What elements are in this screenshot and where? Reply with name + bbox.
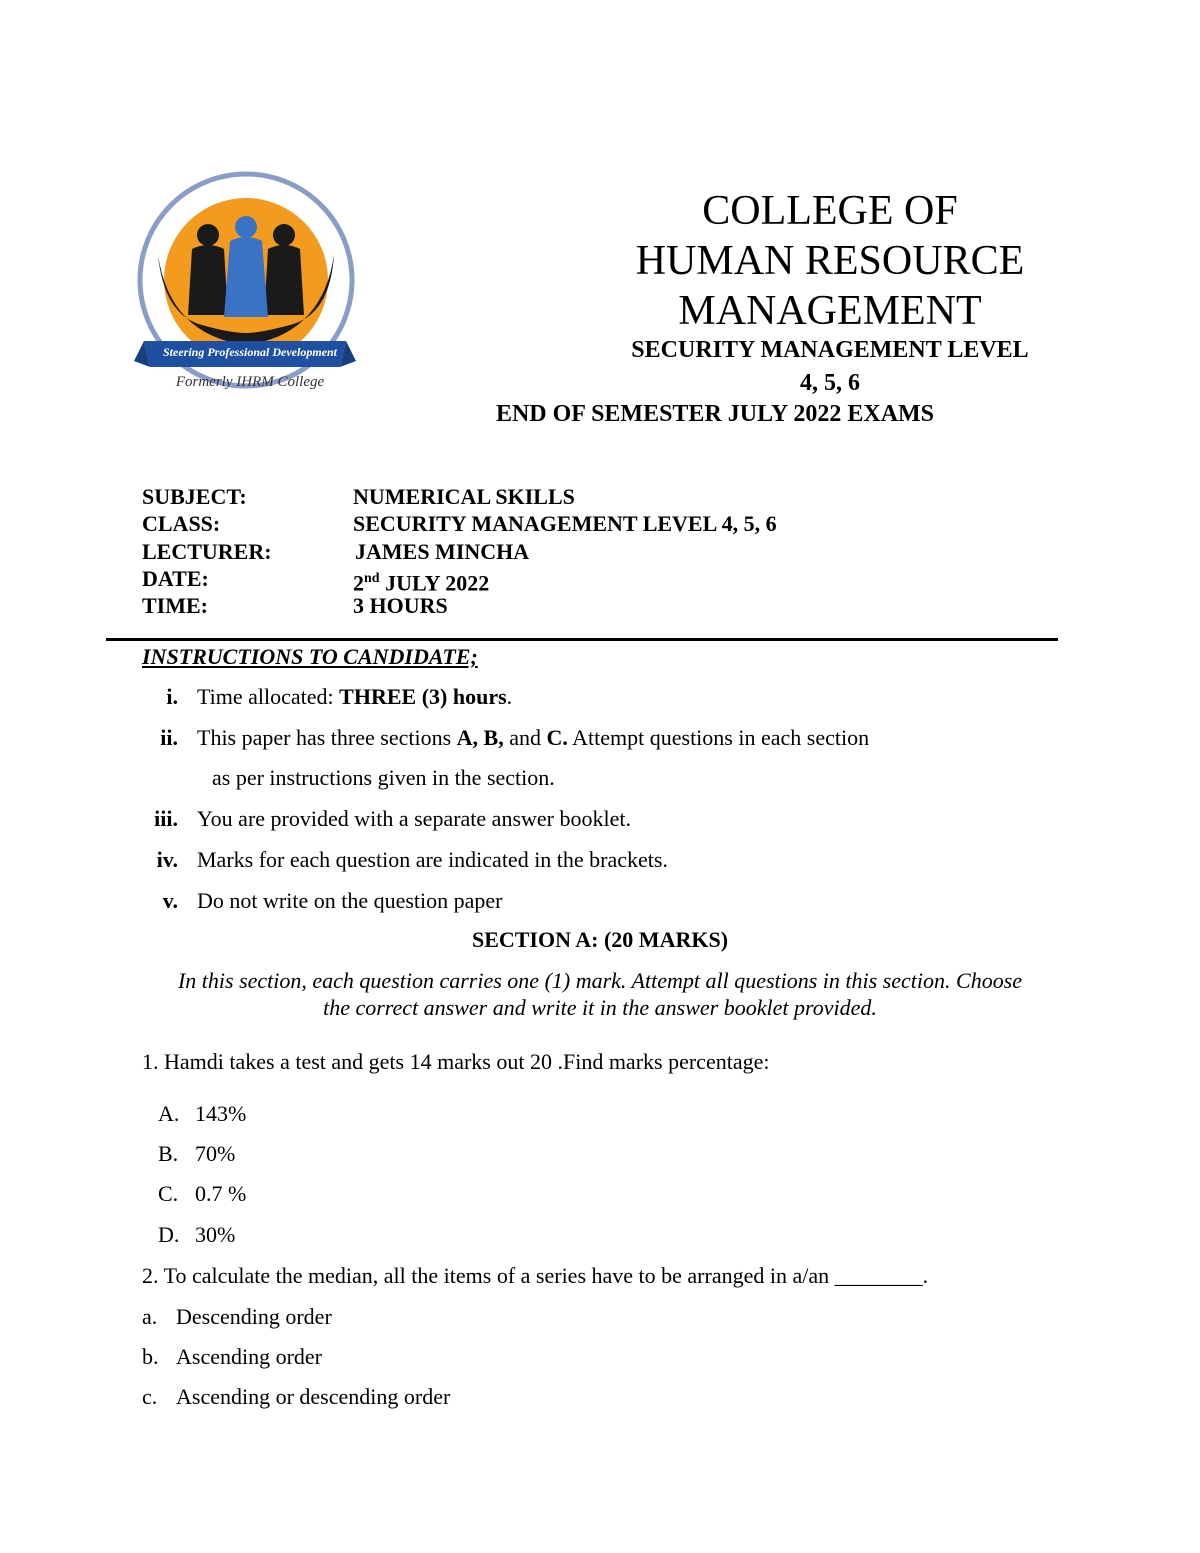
instruction-number: ii. [160,725,178,750]
college-title-line-2: HUMAN RESOURCE [635,238,1025,284]
instruction-item: You are provided with a separate answer booklet. [197,806,631,831]
instruction-number: i. [166,684,178,709]
option-text: 30% [195,1222,236,1247]
option-letter: c. [142,1384,158,1409]
instruction-item: This paper has three sections A, B, and C. Attempt questions in each section [197,725,870,750]
date-rest: JULY 2022 [379,570,490,596]
subject-value: NUMERICAL SKILLS [353,484,575,509]
college-logo [130,165,360,400]
option-letter: D. [158,1222,180,1247]
option-text: Ascending order [176,1344,323,1369]
option-text: 143% [195,1101,247,1126]
program-line-1: SECURITY MANAGEMENT LEVEL [631,337,1029,363]
option-text: Ascending or descending order [176,1384,451,1409]
option-letter: b. [142,1344,159,1369]
subject-label: SUBJECT: [142,484,247,509]
question-1-text: 1. Hamdi takes a test and gets 14 marks out 20 .Find marks percentage: [142,1049,770,1074]
header-divider [106,638,1058,641]
date-label: DATE: [142,566,209,591]
logo-ribbon-text: Steering Professional Development [163,345,337,359]
section-note-line: the correct answer and write it in the answer booklet provided. [323,995,877,1020]
time-label: TIME: [142,593,208,618]
class-value: SECURITY MANAGEMENT LEVEL 4, 5, 6 [353,511,777,536]
date-suffix: nd [364,571,380,586]
instruction-item: Marks for each question are indicated in the brackets. [197,847,668,872]
section-note-line: In this section, each question carries one (1) mark. Attempt all questions in this section. Choose [177,968,1023,993]
section-a-heading: SECTION A: (20 MARKS) [471,927,729,952]
time-value: 3 HOURS [353,593,448,618]
lecturer-label: LECTURER: [142,539,272,564]
instruction-number: iv. [156,847,178,872]
option-letter: C. [158,1181,179,1206]
college-seal-graphic [130,165,360,400]
lecturer-value: JAMES MINCHA [355,539,530,564]
option-text: 70% [195,1141,236,1166]
exam-title: END OF SEMESTER JULY 2022 EXAMS [495,401,935,427]
option-text: 0.7 % [195,1181,247,1206]
question-2-text: 2. To calculate the median, all the items of a series have to be arranged in a/an ________. [142,1263,929,1288]
instruction-item-continued: as per instructions given in the section. [212,765,555,790]
option-text: Descending order [176,1304,332,1329]
class-label: CLASS: [142,511,221,536]
college-title-line-1: COLLEGE OF [702,188,958,234]
logo-caption: Formerly IHRM College [175,374,325,390]
date-day: 2 [353,570,364,596]
instruction-item: Do not write on the question paper [197,888,503,913]
option-letter: A. [158,1101,180,1126]
date-value [353,565,490,596]
instruction-item: Time allocated: THREE (3) hours. [197,684,513,709]
program-line-2: 4, 5, 6 [800,370,860,396]
instruction-number: v. [162,888,178,913]
college-title-line-3: MANAGEMENT [678,288,982,334]
instructions-heading: INSTRUCTIONS TO CANDIDATE; [142,644,478,669]
option-letter: B. [158,1141,179,1166]
option-letter: a. [142,1304,158,1329]
section-a-note [142,967,1058,1021]
instruction-number: iii. [154,806,178,831]
